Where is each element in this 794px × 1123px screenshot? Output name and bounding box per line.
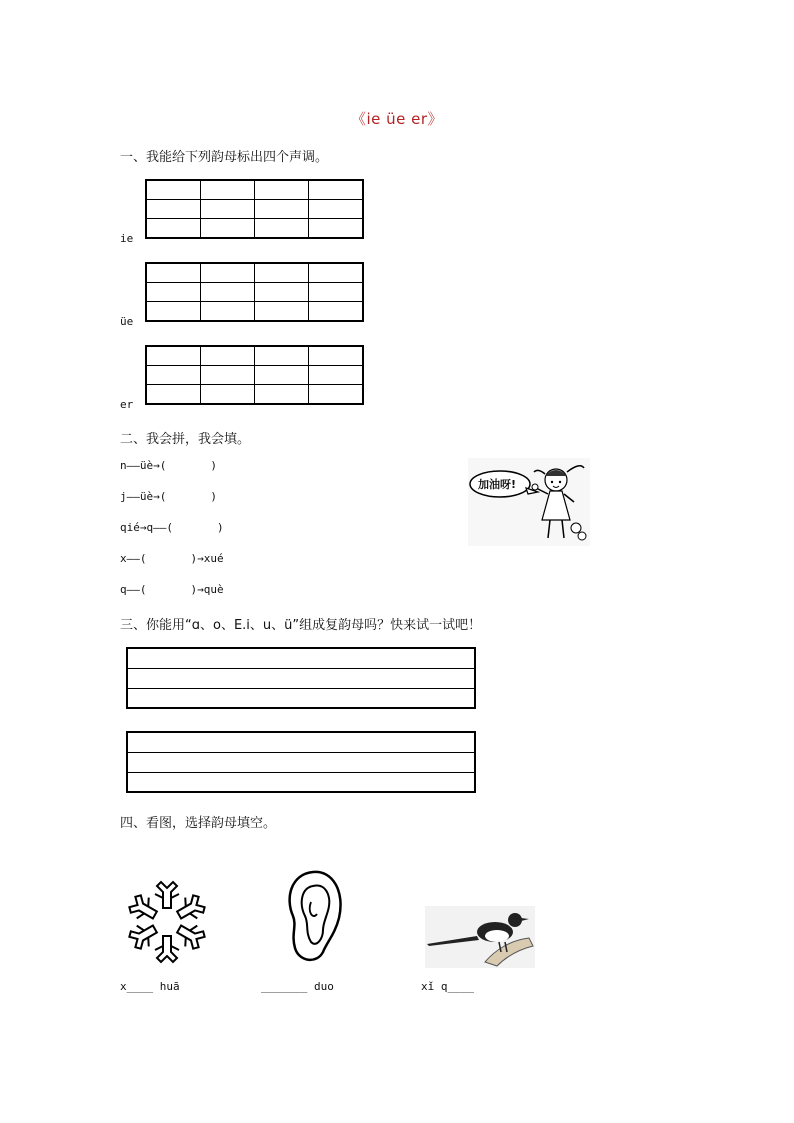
caption-ear: _______ duo	[261, 980, 334, 993]
cheering-girl-illustration	[468, 458, 590, 546]
writing-box-2[interactable]	[126, 731, 476, 793]
section3-heading: 三、你能用“ɑ、o、E.i、u、ü”组成复韵母吗？快来试一试吧！	[120, 618, 482, 633]
spell-item-5-right: )→què	[190, 583, 224, 596]
spell-item-5	[120, 583, 224, 596]
caption-magpie: xǐ q____	[421, 980, 474, 993]
spell-item-4-left: x——(	[120, 552, 147, 565]
tone-grid-ie	[145, 179, 364, 239]
spell-item-3-left: qié→q——(	[120, 521, 173, 534]
spell-item-4-right: )→xué	[190, 552, 224, 565]
caption-snowflake: x____ huā	[120, 980, 180, 993]
spell-item-3-right: )	[216, 521, 224, 534]
tone-grid-ue	[145, 262, 364, 322]
spell-item-5-left: q——(	[120, 583, 147, 596]
spell-item-2	[120, 490, 217, 503]
tone-grid-er	[145, 345, 364, 405]
speech-bubble-text: 加油呀!	[478, 478, 517, 491]
spell-item-1-left: n——üè→(	[120, 459, 167, 472]
section1-heading: 一、我能给下列韵母标出四个声调。	[120, 150, 329, 165]
spell-item-3	[120, 521, 224, 534]
magpie-picture	[425, 906, 535, 968]
section4-heading: 四、看图，选择韵母填空。	[120, 816, 277, 831]
spell-item-2-left: j——üè→(	[120, 490, 167, 503]
writing-box-1[interactable]	[126, 647, 476, 709]
spell-item-1-right: )	[210, 459, 217, 472]
ear-picture	[283, 868, 345, 968]
page-title: 《ie üe er》	[350, 110, 444, 128]
spell-item-4	[120, 552, 224, 565]
spell-item-1	[120, 459, 217, 472]
section2-heading: 二、我会拼，我会填。	[120, 432, 251, 447]
spell-item-2-right: )	[210, 490, 217, 503]
row-label-er: er	[120, 398, 134, 411]
row-label-ue: üe	[120, 315, 134, 328]
row-label-ie: ie	[120, 232, 134, 245]
snowflake-picture	[118, 876, 216, 968]
